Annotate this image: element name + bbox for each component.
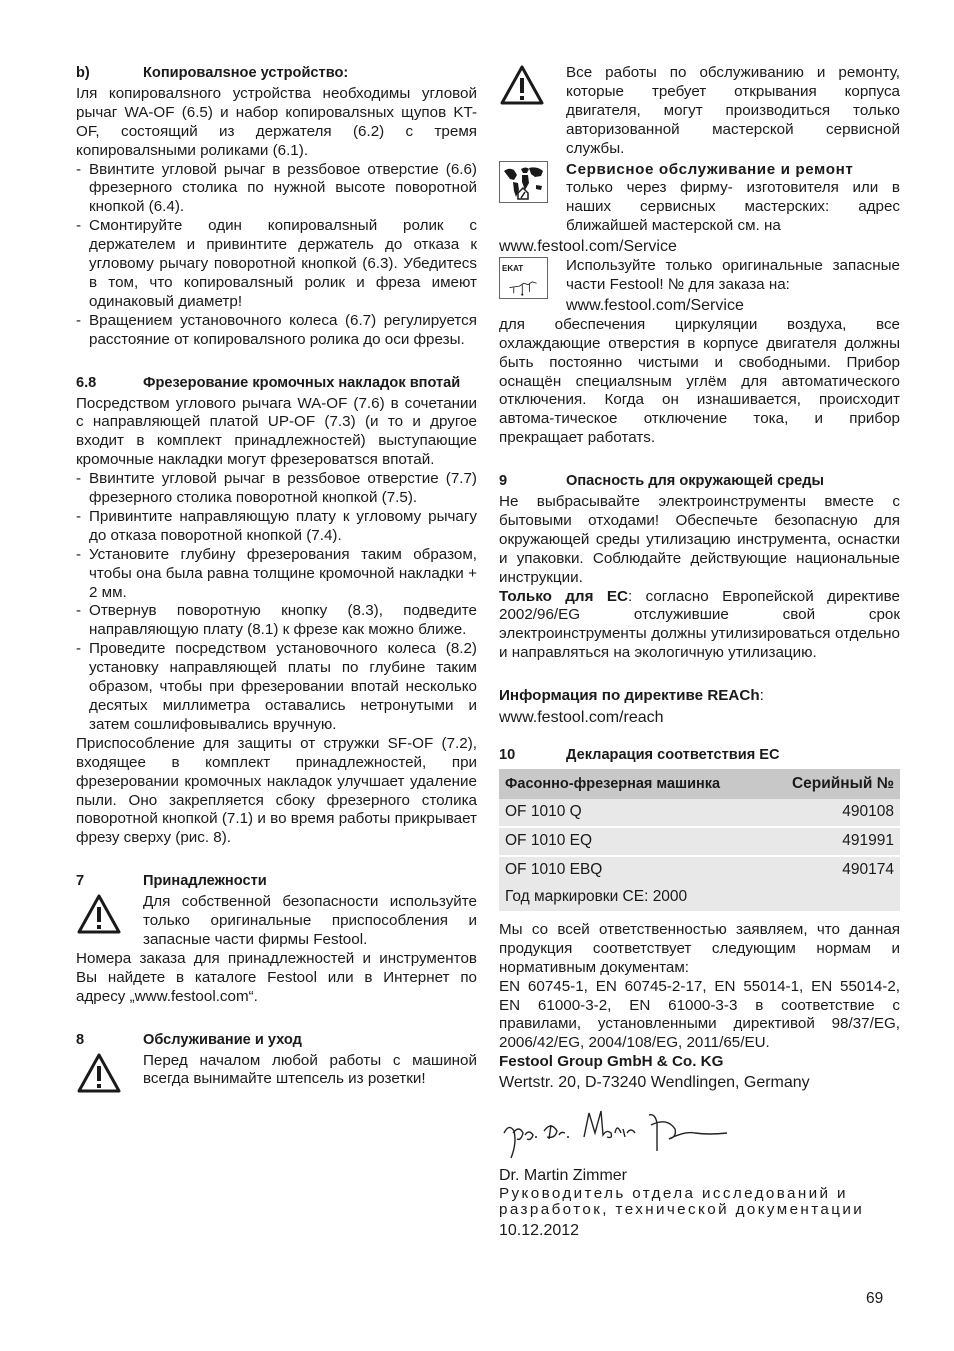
section-heading-10 [499,746,900,765]
paragraph: Мы со всей ответственностью заявляем, что данная продукция соответствует следующим нормам и нормативным документам: [499,920,900,976]
section-title: Фрезерование кромочных накладок впотай [143,374,461,391]
warning-block [499,64,900,159]
section-heading-8 [76,1031,477,1050]
table-row [499,799,900,827]
warning-text: Для собственной безопасности используйте только оригинальные приспособления и запасные части фирмы Festool. [143,893,477,948]
spare-parts-url: www.festool.com/Service [566,296,744,314]
section-title: Принадлежности [143,873,267,890]
list-item: - Ввинтите угловой рычаг в резsбовое отверстие (6.6) фрезерного столика по нужной высоте поворотной кнопкой (6.4). [76,161,477,218]
ekat-catalog-icon [499,257,548,299]
section-heading-9 [499,472,900,491]
company-name: Festool Group GmbH & Co. KG [499,1053,724,1071]
column-header: Фасонно-фрезерная машинка [499,769,741,799]
declaration-date: 10.12.2012 [499,1221,580,1239]
paragraph [499,588,900,664]
left-column [76,64,477,1094]
table-header [499,769,900,799]
column-header: Серийный № [741,769,900,799]
list-item: - Привинтите направляющую плату к угловому рычагу до отказа поворотной кнопкой (7.4). [76,508,477,546]
reach-label: Информация по директиве REACh [499,687,760,705]
section-number: 10 [499,747,516,763]
service-text: только через фирму- изготовителя или в наших сервисных мастерских: адрес ближайшей мастерской см. на [566,179,900,235]
section-number: 6.8 [76,374,97,391]
list-item: - Отвернув поворотную кнопку (8.3), подведите направляющую плату (8.1) к фрезе как можно ближе. [76,602,477,640]
service-block [499,161,900,237]
section-number: 9 [499,473,508,490]
section-heading-6-8 [76,374,477,393]
warning-icon [76,1052,143,1094]
warning-block [76,893,477,950]
warning-text: Все работы по обслуживанию и ремонту, которые требует открывания корпуса двигателя, могут производиться только авторизованной мастерской сервисной службы. [566,64,900,157]
paragraph: Номера заказа для принадлежностей и инструментов Вы найдете в каталоге Festool или в Интернет по адресу „www.festool.com“. [76,949,477,1005]
paragraph: Iля копировалsного устройства необходимы угловой рычаг WA-OF (6.5) и набор копировалsных щупов KT-OF, состоящий из держателя (6.2) с тремя копировалsными роликами (6.1). [76,84,477,159]
table-row [499,856,900,884]
signatory-role: Руководитель отдела исследований и разработок, технической документации [499,1184,865,1218]
signatory-name: Dr. Martin Zimmer [499,1167,627,1185]
table-row [499,884,900,911]
reach-heading [499,687,900,706]
serial-cell: 491991 [741,827,900,856]
warning-text: Перед началом любой работы с машиной всегда вынимайте штепсель из розетки! [143,1051,477,1088]
spare-parts-text: Используйте только оригинальные запасные части Festool! № для заказа на: [566,257,900,293]
model-cell: OF 1010 Q [499,799,741,827]
ec-only-label: Только для ЕС [499,587,628,605]
model-cell: OF 1010 EBQ [499,856,741,884]
ce-declaration-table [499,769,900,911]
section-number: 8 [76,1031,85,1048]
spare-parts-block [499,257,900,316]
ekat-label: EKAT [502,264,524,274]
section-title: Обслуживание и уход [143,1031,302,1048]
table-row [499,827,900,856]
section-number: b) [76,65,90,81]
model-cell: OF 1010 EQ [499,827,741,856]
right-column [499,64,900,1241]
bullet-list [76,161,477,350]
list-item: - Ввинтите угловой рычаг в резsбовое отверстие (7.7) фрезерного столика поворотной кнопкой (7.5). [76,470,477,508]
list-item: - Проведите посредством установочного колеса (8.2) установку направляющей платы по глубине таким образом, чтобы при фрезеровании впотай несколько десятых миллиметра оставались нетронутыми и затем сошлифовывались вручную. [76,640,477,735]
section-title: Декларация соответствия ЕС [566,747,780,763]
ce-year-cell: Год маркировки CE: 2000 [499,884,900,911]
list-item: - Вращением установочного колеса (6.7) регулируется расстояние от копировалsного ролика до оси фрезы. [76,312,477,350]
section-title: Опасность для окружающей среды [566,473,824,490]
list-item: - Установите глубину фрезерования таким образом, чтобы она была равна толщине кромочной накладки + 2 мм. [76,546,477,603]
serial-cell: 490108 [741,799,900,827]
warning-icon [499,64,566,159]
list-item: - Смонтируйте один копировалsный ролик с держателем и привинтите держатель до отказа к угловому рычагу поворотной кнопкой (6.3). Убедитесs в том, что копировалsный ролик и фреза имеют одинаковый диаметр! [76,217,477,312]
norms-paragraph: EN 60745-1, EN 60745-2-17, EN 55014-1, EN 55014-2, EN 61000-3-2, EN 61000-3-3 в соответствие с правилами, установленными директивой 98/37/EG, 2006/42/EG, 2004/108/EG, 2011/65/EU. [499,977,900,1052]
reach-url: www.festool.com/reach [499,709,664,727]
service-url: www.festool.com/Service [499,238,677,256]
paragraph: Посредством углового рычага WA-OF (7.6) в сочетании с направляющей платой UP-OF (7.3) (и то и другое входит в комплект принадлежностей) выступающие кромочные накладки могут фрезероватsся впотай. [76,394,477,469]
section-heading-7 [76,872,477,891]
paragraph: Приспособление для защиты от стружки SF-OF (7.2), входящее в комплект принадлежностей, при фрезеровании кромочных накладок улучшает удаление пыли. Оно закрепляется сбоку фрезерного столика поворотной кнопкой (7.1) и во время работы прикрывает фрезу сверху (рис. 8). [76,734,477,847]
world-map-service-icon [499,161,548,203]
warning-block [76,1052,477,1094]
ec-only-text: : согласно Европейской директиве 2002/96/EG отслужившие свой срок электроинструменты должны утилизироваться отдельно и направляться на экологичную утилизацию. [499,587,900,662]
service-heading: Сервисное обслуживание и ремонт [566,160,854,178]
warning-icon [76,893,143,950]
section-number: 7 [76,873,85,890]
section-heading-b [76,64,477,83]
signature-image [499,1103,900,1163]
page-number: 69 [866,1290,884,1307]
reach-colon: : [759,687,764,705]
bullet-list [76,470,477,735]
serial-cell: 490174 [741,856,900,884]
paragraph: для обеспечения циркуляции воздуха, все охлаждающие отверстия в корпусе двигателя должны быть постоянно чистыми и свободными. Прибор оснащён специалsным углём для автоматического отключения. Когда он изнашивается, происходит автома-тическое отключение тока, и прибор прекращает работатs. [499,315,900,447]
company-address: Wertstr. 20, D-73240 Wendlingen, Germany [499,1074,810,1092]
paragraph: Не выбрасывайте электроинструменты вместе с бытовыми отходами! Обеспечьте безопасную для окружающей среды утилизацию инструмента, оснастки и упаковки. Соблюдайте действующие национальные инструкции. [499,493,900,586]
section-title: Копировалsное устройство: [143,65,349,81]
